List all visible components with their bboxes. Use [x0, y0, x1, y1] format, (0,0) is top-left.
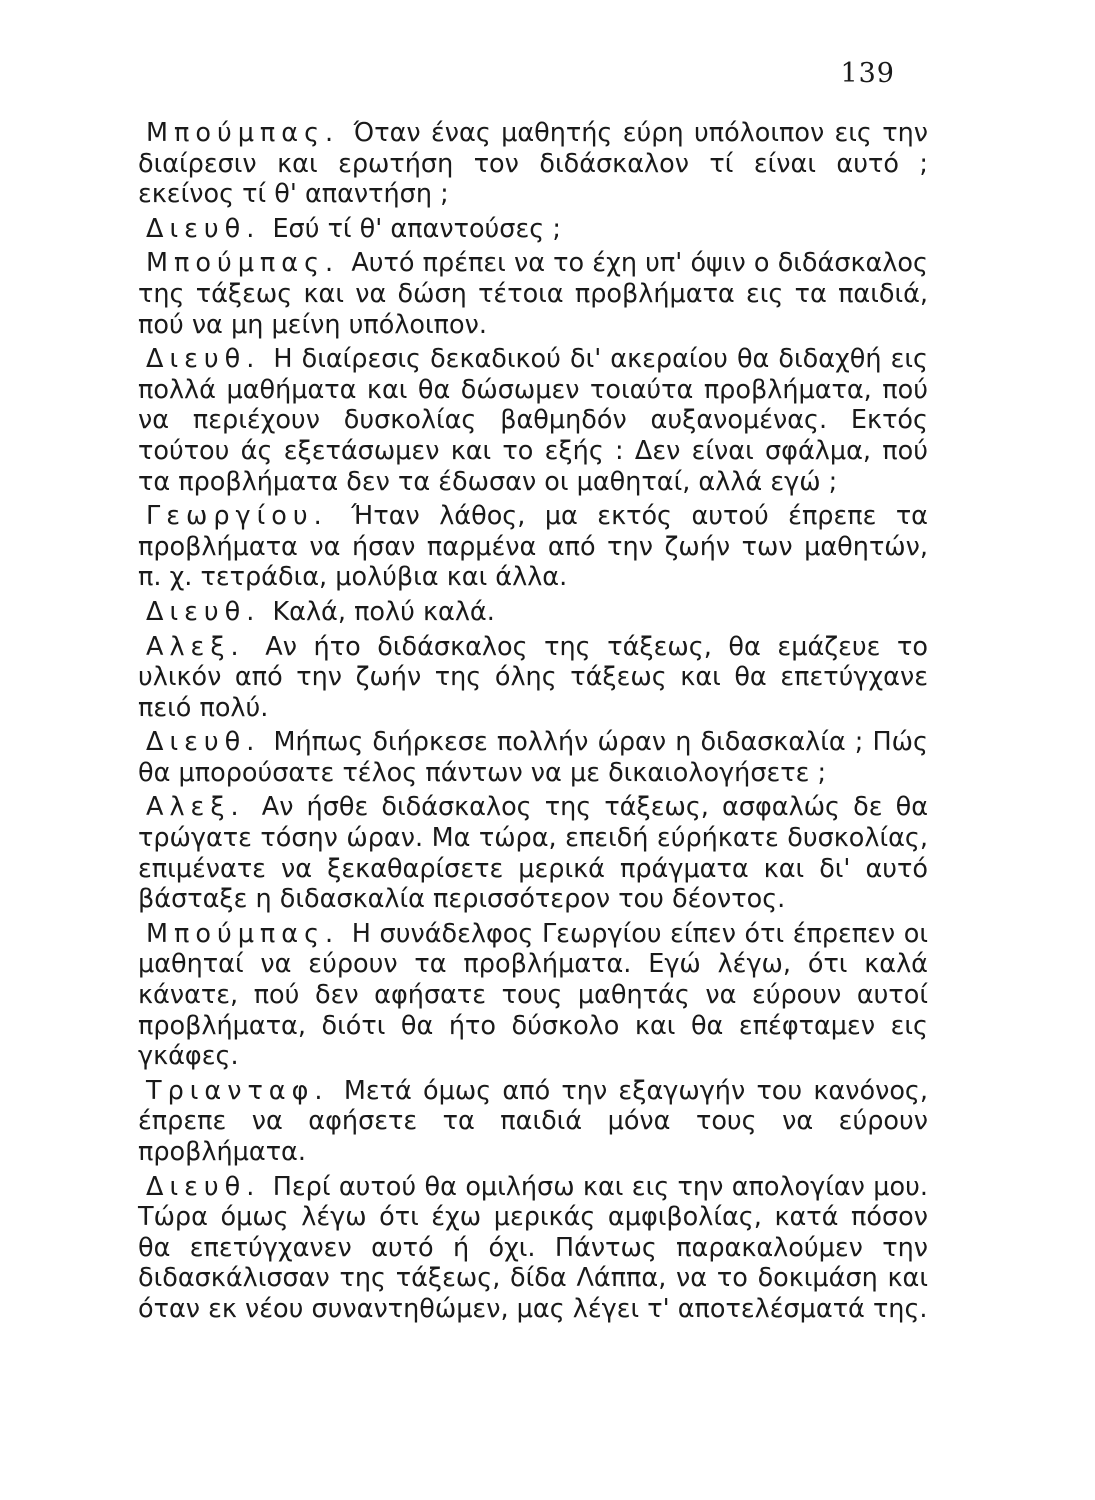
dialogue-paragraph — [138, 501, 928, 593]
speaker-name: Τριανταφ. — [146, 1075, 329, 1106]
dialogue-paragraph — [138, 214, 928, 245]
speaker-name: Αλεξ. — [146, 631, 245, 662]
speaker-name: Μπούμπας. — [146, 918, 340, 949]
speaker-name: Διευθ. — [146, 727, 261, 758]
speech-text: Καλά, πολύ καλά. — [272, 596, 495, 627]
speaker-name: Μπούμπας. — [146, 118, 340, 148]
dialogue-paragraph — [138, 344, 928, 497]
speech-text: Εσύ τί θ' απαντούσες ; — [272, 213, 561, 244]
dialogue-paragraph — [138, 727, 928, 788]
dialogue-paragraph — [138, 1076, 928, 1168]
speaker-name: Διευθ. — [146, 1171, 261, 1202]
dialogue-paragraph — [138, 919, 928, 1072]
speaker-name: Μπούμπας. — [146, 248, 340, 279]
speech-text: Περί αυτού θα ομιλήσω και εις την απολογίαν μου. Τώρα όμως λέγω ότι έχω μερικάς αμφιβολίας, κατά πόσον θα επετύγχανεν αυτό ή όχι. Πάντως παρακαλούμεν την διδασκάλισσαν της τάξεως, δίδα Λάππα, να το δοκιμάση και όταν εκ νέου συναντηθώμεν, μας λέγει τ' αποτελέσματά της. — [138, 1171, 928, 1324]
speaker-name: Διευθ. — [146, 596, 261, 627]
speech-text: Μήπως διήρκεσε πολλήν ώραν η διδασκαλία ; Πώς θα μπορούσατε τέλος πάντων να με δικαιολογήσετε ; — [138, 727, 928, 788]
dialogue-paragraph — [138, 118, 928, 210]
speech-text: Η διαίρεσις δεκαδικού δι' ακεραίου θα διδαχθή εις πολλά μαθήματα και θα δώσωμεν τοιαύτα προβλήματα, πού να περιέχουν δυσκολίας βαθμηδόν αυξανομένας. Εκτός τούτου άς εξετάσωμεν και το εξής : Δεν είναι σφάλμα, πού τα προβλήματα δεν τα έδωσαν οι μαθηταί, αλλά εγώ ; — [138, 344, 928, 497]
dialogue-paragraph — [138, 792, 928, 914]
speech-text: Αυτό πρέπει να το έχη υπ' όψιν ο διδάσκαλος της τάξεως και να δώση τέτοια προβλήματα εις τα παιδιά, πού να μη μείνη υπόλοιπον. — [138, 248, 928, 340]
dialogue-paragraph — [138, 632, 928, 724]
speech-text: Αν ήσθε διδάσκαλος της τάξεως, ασφαλώς δε θα τρώγατε τόσην ώραν. Μα τώρα, επειδή εύρήκατε δυσκολίας, επιμένατε να ξεκαθαρίσετε μερικά πράγματα και δι' αυτό βάσταξε η διδασκαλία περισσότερον του δέοντος. — [138, 792, 929, 915]
speaker-name: Αλεξ. — [146, 792, 245, 823]
page-number: 139 — [840, 58, 895, 89]
speaker-name: Διευθ. — [146, 344, 261, 375]
speech-text: Μετά όμως από την εξαγωγήν του κανόνος, έπρεπε να αφήσετε τα παιδιά μόνα τους να εύρουν προβλήματα. — [138, 1075, 929, 1167]
dialogue-paragraph — [138, 1172, 928, 1325]
speaker-name: Γεωργίου. — [146, 501, 328, 532]
speech-text: Όταν ένας μαθητής εύρη υπόλοιπον εις την διαίρεσιν και ερωτήση τον διδάσκαλον τί είναι αυτό ; εκείνος τί θ' απαντήση ; — [138, 118, 928, 210]
speech-text: Ήταν λάθος, μα εκτός αυτού έπρεπε τα προβλήματα να ήσαν παρμένα από την ζωήν των μαθητών, π. χ. τετράδια, μολύβια και άλλα. — [138, 501, 928, 593]
dialogue-paragraph — [138, 597, 928, 628]
speech-text: Αν ήτο διδάσκαλος της τάξεως, θα εμάζευε το υλικόν από την ζωήν της όλης τάξεως και θα επετύγχανε πειό πολύ. — [138, 631, 928, 723]
speech-text: Η συνάδελφος Γεωργίου είπεν ότι έπρεπεν οι μαθηταί να εύρουν τα προβλήματα. Εγώ λέγω, ότι καλά κάνατε, πού δεν αφήσατε τους μαθητάς να εύρουν αυτοί προβλήματα, διότι θα ήτο δύσκολο και θα επέφταμεν εις γκάφες. — [138, 918, 928, 1072]
dialogue-text — [138, 118, 928, 1329]
dialogue-paragraph — [138, 248, 928, 340]
speaker-name: Διευθ. — [146, 213, 261, 244]
